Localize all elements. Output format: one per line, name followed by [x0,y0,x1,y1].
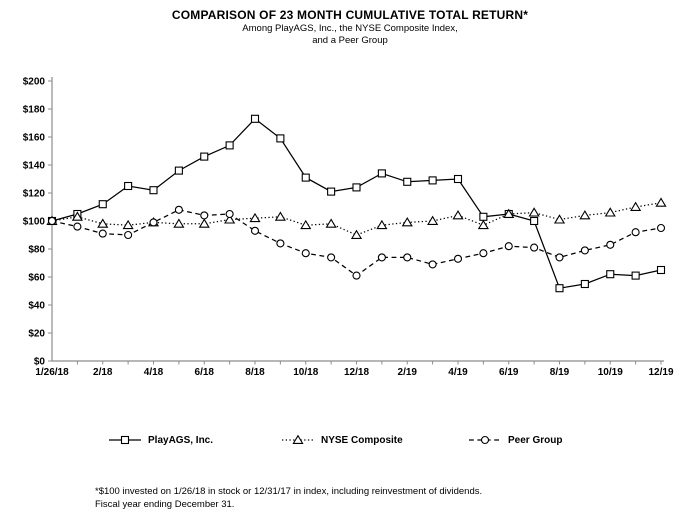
playags-marker [480,213,487,220]
playags-marker [556,285,563,292]
y-axis-label: $40 [28,300,45,312]
legend-label-peer: Peer Group [508,434,563,446]
legend-item-nyse [281,433,403,447]
nyse-marker [530,208,539,216]
peer-marker [480,250,487,257]
y-axis-label: $160 [22,132,45,144]
playags-marker [99,201,106,208]
y-axis-label: $80 [28,244,45,256]
peer-marker [226,211,233,218]
peer-marker [353,272,360,279]
nyse-marker [656,199,665,207]
playags-marker [226,142,233,149]
chart-title: COMPARISON OF 23 MONTH CUMULATIVE TOTAL RETURN* [171,8,529,22]
playags-marker [353,184,360,191]
x-axis-label: 12/18 [343,367,370,378]
peer-marker [175,206,182,213]
nyse-marker [352,231,361,239]
legend-item-peer [468,433,562,447]
peer-marker [658,225,665,232]
peer-marker [328,254,335,261]
x-axis-label: 12/19 [648,367,674,378]
y-axis-label: $200 [22,76,45,88]
peer-marker [404,254,411,261]
x-axis-label: 8/19 [549,367,570,378]
nyse-marker [428,217,437,225]
peer-marker [302,250,309,257]
x-axis-label: 6/18 [194,367,214,378]
peer-legend-marker [482,437,489,444]
chart-subtitle-line-2: and a Peer Group [312,35,388,46]
nyse-marker [631,203,640,211]
peer-marker [252,227,259,234]
x-axis-label: 2/18 [93,367,113,378]
peer-marker [607,241,614,248]
peer-marker [74,223,81,230]
playags-marker [378,170,385,177]
nyse-marker [453,211,462,219]
peer-marker [277,240,284,247]
peer-marker [505,243,512,250]
peer-marker [49,218,56,225]
nyse-marker [606,208,615,216]
playags-marker [252,115,259,122]
peer-marker [99,230,106,237]
playags-marker [632,272,639,279]
playags-series-line [52,119,661,288]
peer-legend-marker-icon [468,434,502,446]
footnote-line-2: Fiscal year ending December 31. [95,499,235,510]
playags-marker [302,174,309,181]
playags-marker [455,176,462,183]
x-axis-label: 8/18 [245,367,265,378]
playags-legend-marker [122,437,129,444]
y-axis-label: $20 [28,328,45,340]
y-axis-label: $140 [22,160,45,172]
peer-marker [581,247,588,254]
peer-marker [632,229,639,236]
peer-marker [201,212,208,219]
peer-marker [531,244,538,251]
playags-marker [150,187,157,194]
chart-subtitle-line-1: Among PlayAGS, Inc., the NYSE Composite Index, [242,23,458,34]
x-axis-label: 2/19 [397,367,417,378]
peer-marker [150,219,157,226]
x-axis-label: 4/19 [448,367,468,378]
legend-item-playags [108,433,213,447]
playags-marker [607,271,614,278]
x-axis-label: 4/18 [143,367,164,378]
legend-label-nyse: NYSE Composite [321,434,403,446]
playags-legend-marker-icon [108,434,142,446]
playags-marker [531,218,538,225]
x-axis-label: 1/26/18 [35,367,69,378]
x-axis-label: 10/19 [597,367,623,378]
x-axis-label: 10/18 [293,367,319,378]
playags-marker [277,135,284,142]
nyse-marker [479,221,488,229]
playags-marker [404,178,411,185]
playags-marker [429,177,436,184]
playags-marker [201,153,208,160]
playags-marker [175,167,182,174]
peer-marker [125,232,132,239]
peer-marker [378,254,385,261]
y-axis-label: $0 [33,356,45,368]
y-axis-label: $180 [22,104,45,116]
nyse-marker [200,220,209,228]
nyse-legend-marker-icon [281,434,315,446]
footnote-line-1: *$100 invested on 1/26/18 in stock or 12/31/17 in index, including reinvestment of dividends. [95,486,483,497]
y-axis-label: $100 [22,216,45,228]
playags-marker [328,188,335,195]
legend-label-playags: PlayAGS, Inc. [148,434,214,446]
peer-marker [556,254,563,261]
nyse-marker [276,213,285,221]
playags-marker [125,183,132,190]
x-axis-label: 6/19 [499,367,519,378]
playags-marker [581,281,588,288]
y-axis-label: $120 [22,188,45,200]
nyse-marker [580,211,589,219]
nyse-marker [403,218,412,226]
peer-series-line [52,210,661,276]
nyse-marker [174,220,183,228]
y-axis-label: $60 [28,272,45,284]
nyse-marker [555,215,564,223]
nyse-marker [327,220,336,228]
chart-footnote [95,485,482,511]
peer-marker [429,261,436,268]
peer-marker [455,255,462,262]
playags-marker [658,267,665,274]
